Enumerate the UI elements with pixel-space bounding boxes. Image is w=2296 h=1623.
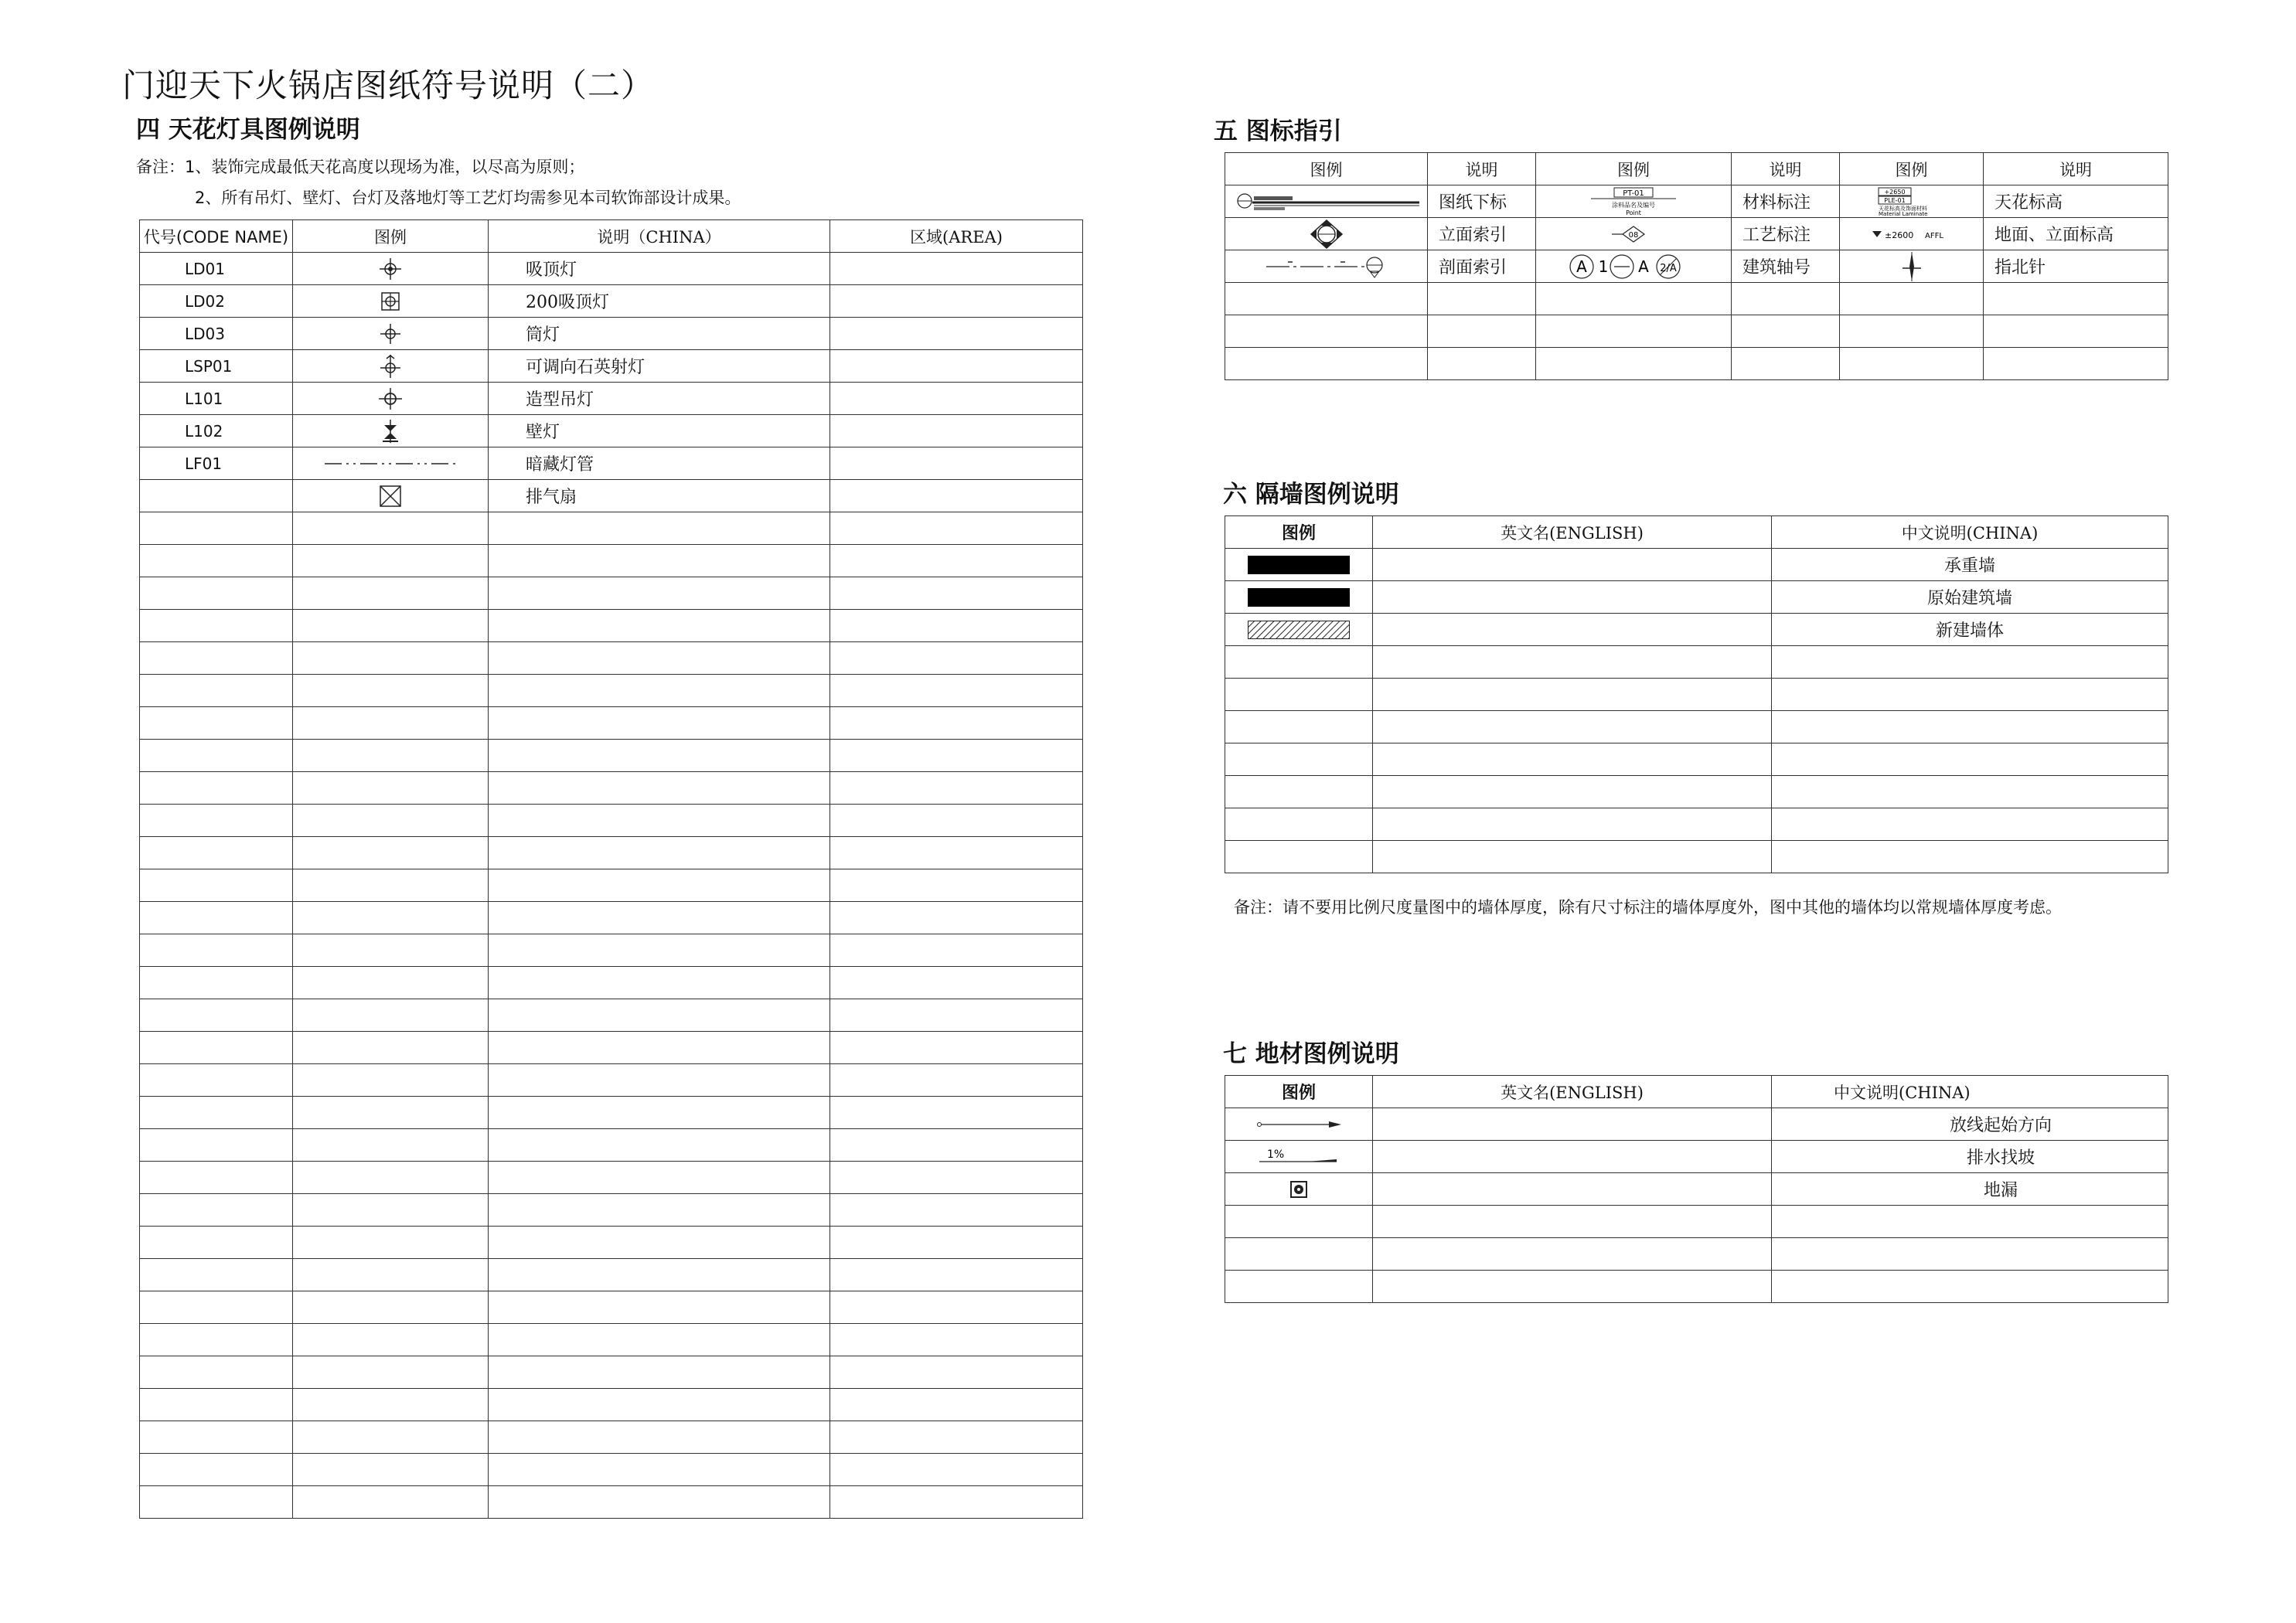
- guide-desc: 工艺标注: [1732, 218, 1840, 250]
- material-tag-icon: [1536, 185, 1731, 217]
- floor-drain-icon: [1225, 1173, 1372, 1205]
- row-area: [830, 447, 1083, 480]
- table-row: [140, 1227, 1083, 1259]
- table-row: [1225, 614, 2168, 646]
- square-ceiling-light-icon: [293, 285, 488, 317]
- legend-cell: [293, 285, 489, 318]
- table-row: [1225, 250, 2168, 283]
- english-cell: [1373, 1141, 1772, 1173]
- table-row: [140, 1259, 1083, 1291]
- header-desc: 说明: [1984, 153, 2168, 185]
- ceiling-sub-text: PLE-01: [1883, 196, 1906, 204]
- header-area: 区域(AREA): [830, 220, 1083, 253]
- header-code: 代号(CODE NAME): [140, 220, 293, 253]
- table-header-row: [140, 220, 1083, 253]
- row-area: [830, 318, 1083, 350]
- row-desc: 暗藏灯管: [489, 447, 830, 480]
- english-cell: [1373, 581, 1772, 614]
- table-row: [140, 740, 1083, 772]
- table-row: [1225, 776, 2168, 808]
- section6-title: 六 隔墙图例说明: [1223, 481, 1399, 509]
- floor-level-text: ±2600: [1884, 230, 1913, 240]
- table-row: [140, 1162, 1083, 1194]
- guide-desc: 立面索引: [1428, 218, 1536, 250]
- craft-code-text: 08: [1628, 230, 1639, 240]
- row-desc: 壁灯: [489, 415, 830, 447]
- slope-label: 1%: [1267, 1148, 1285, 1161]
- table-row: [140, 642, 1083, 675]
- table-row: [1225, 348, 2168, 380]
- header-legend: 图例: [1225, 1076, 1373, 1108]
- new-wall-hatch-swatch: [1248, 621, 1350, 639]
- section6-note: 备注：请不要用比例尺度量图中的墙体厚度，除有尺寸标注的墙体厚度外，图中其他的墙体均以常规墙体厚度考虑。: [1234, 898, 2062, 917]
- table-row: [140, 707, 1083, 740]
- guide-desc: 天花标高: [1984, 185, 2168, 218]
- material-line1-text: 涂料品名及编号: [1612, 201, 1655, 209]
- material-code-text: PT-01: [1623, 189, 1644, 198]
- ceiling-height-tag-icon: [1840, 185, 1983, 217]
- row-area: [830, 383, 1083, 415]
- legend-cell: [293, 447, 489, 480]
- lighting-legend-table: [139, 219, 1083, 1519]
- floor-level-icon: [1840, 218, 1983, 250]
- ceiling-code-text: +2650: [1883, 188, 1906, 196]
- table-row: [140, 1194, 1083, 1227]
- legend-cell: [293, 350, 489, 383]
- table-row: [140, 415, 1083, 447]
- header-legend: 图例: [1536, 153, 1732, 185]
- table-row: [140, 480, 1083, 512]
- row-code: LD02: [140, 285, 293, 318]
- table-row: [140, 1129, 1083, 1162]
- table-row: [1225, 1108, 2168, 1141]
- axis-1-text: 1: [1598, 257, 1609, 276]
- row-area: [830, 285, 1083, 318]
- table-row: [140, 512, 1083, 545]
- table-row: [140, 1454, 1083, 1486]
- section7-title: 七 地材图例说明: [1223, 1040, 1399, 1068]
- legend-cell: [1840, 185, 1984, 218]
- original-wall-swatch: [1248, 588, 1350, 607]
- table-row: [1225, 581, 2168, 614]
- english-cell: [1373, 1108, 1772, 1141]
- section4-note-2: 2、所有吊灯、壁灯、台灯及落地灯等工艺灯均需参见本司软饰部设计成果。: [195, 189, 741, 207]
- legend-cell: [1225, 1141, 1373, 1173]
- table-row: [140, 805, 1083, 837]
- material-line2-text: Point: [1626, 209, 1641, 216]
- exhaust-fan-icon: [293, 480, 488, 512]
- icon-guide-table: [1225, 152, 2168, 380]
- table-row: [140, 577, 1083, 610]
- axis-a2-text: A: [1638, 257, 1649, 276]
- layout-start-arrow-icon: [1225, 1108, 1372, 1140]
- table-row: [140, 447, 1083, 480]
- table-row: [1225, 646, 2168, 679]
- header-desc: 说明（CHINA）: [489, 220, 830, 253]
- chinese-desc: 放线起始方向: [1772, 1108, 2168, 1141]
- table-row: [140, 675, 1083, 707]
- pendant-light-icon: [293, 383, 488, 414]
- page-title: 门迎天下火锅店图纸符号说明（二）: [122, 66, 655, 104]
- row-area: [830, 253, 1083, 285]
- table-row: [140, 545, 1083, 577]
- english-cell: [1373, 614, 1772, 646]
- table-row: [140, 1064, 1083, 1097]
- table-row: [140, 869, 1083, 902]
- row-code: LD03: [140, 318, 293, 350]
- row-code: LSP01: [140, 350, 293, 383]
- partition-legend-table: [1225, 515, 2168, 873]
- guide-desc: 图纸下标: [1428, 185, 1536, 218]
- row-desc: 排气扇: [489, 480, 830, 512]
- ceiling-line2-text: Material Laminate: [1878, 210, 1927, 216]
- guide-desc: 剖面索引: [1428, 250, 1536, 283]
- guide-desc: 指北针: [1984, 250, 2168, 283]
- axis-number-icon: [1536, 250, 1731, 282]
- hidden-tube-light-icon: [293, 447, 488, 479]
- header-english: 英文名(ENGLISH): [1373, 1076, 1772, 1108]
- legend-cell: [1225, 250, 1428, 283]
- table-row: [140, 253, 1083, 285]
- row-desc: 造型吊灯: [489, 383, 830, 415]
- legend-cell: [1225, 1108, 1373, 1141]
- legend-cell: [1536, 218, 1732, 250]
- table-row: [1225, 711, 2168, 743]
- section-index-icon: [1225, 250, 1427, 282]
- legend-cell: [1536, 250, 1732, 283]
- table-row: [1225, 1271, 2168, 1303]
- table-row: [140, 350, 1083, 383]
- wall-light-icon: [293, 415, 488, 447]
- legend-cell: [1225, 549, 1373, 581]
- table-row: [1225, 841, 2168, 873]
- table-row: [1225, 679, 2168, 711]
- craft-tag-icon: [1536, 218, 1731, 250]
- row-code: LD01: [140, 253, 293, 285]
- table-row: [140, 772, 1083, 805]
- chinese-desc: 新建墙体: [1772, 614, 2168, 646]
- section4-note-1: 备注：1、装饰完成最低天花高度以现场为准，以尽高为原则；: [136, 158, 585, 176]
- chinese-desc: 原始建筑墙: [1772, 581, 2168, 614]
- table-row: [1225, 315, 2168, 348]
- table-row: [140, 318, 1083, 350]
- table-header-row: [1225, 153, 2168, 185]
- row-code: [140, 480, 293, 512]
- table-row: [140, 1486, 1083, 1519]
- table-row: [1225, 283, 2168, 315]
- chinese-desc: 承重墙: [1772, 549, 2168, 581]
- table-row: [140, 1097, 1083, 1129]
- north-arrow-icon: [1840, 250, 1983, 282]
- section4-title: 四 天花灯具图例说明: [136, 116, 360, 144]
- chinese-desc: 地漏: [1772, 1173, 2168, 1206]
- english-cell: [1373, 549, 1772, 581]
- legend-cell: [1225, 581, 1373, 614]
- header-legend: 图例: [293, 220, 489, 253]
- header-legend: 图例: [1840, 153, 1984, 185]
- table-header-row: [1225, 1076, 2168, 1108]
- table-row: [1225, 218, 2168, 250]
- legend-cell: [293, 318, 489, 350]
- guide-desc: 地面、立面标高: [1984, 218, 2168, 250]
- table-row: [1225, 1238, 2168, 1271]
- table-row: [1225, 743, 2168, 776]
- section5-title: 五 图标指引: [1214, 117, 1342, 145]
- legend-cell: [293, 480, 489, 512]
- table-row: [1225, 185, 2168, 218]
- elevation-index-icon: [1225, 218, 1427, 250]
- row-desc: 可调向石英射灯: [489, 350, 830, 383]
- table-row: [140, 610, 1083, 642]
- header-legend: 图例: [1225, 516, 1373, 549]
- table-row: [140, 1421, 1083, 1454]
- row-desc: 200吸顶灯: [489, 285, 830, 318]
- table-row: [1225, 1173, 2168, 1206]
- row-code: LF01: [140, 447, 293, 480]
- table-row: [1225, 808, 2168, 841]
- guide-desc: 材料标注: [1732, 185, 1840, 218]
- load-bearing-wall-swatch: [1248, 556, 1350, 574]
- table-row: [140, 285, 1083, 318]
- table-row: [1225, 1141, 2168, 1173]
- legend-cell: [1225, 614, 1373, 646]
- table-row: [140, 1324, 1083, 1356]
- legend-cell: [293, 383, 489, 415]
- header-chinese: 中文说明(CHINA): [1772, 516, 2168, 549]
- header-english: 英文名(ENGLISH): [1373, 516, 1772, 549]
- row-area: [830, 415, 1083, 447]
- ceiling-line1-text: 天花标高及饰面材料: [1878, 205, 1927, 212]
- table-row: [140, 999, 1083, 1032]
- row-code: L102: [140, 415, 293, 447]
- table-row: [140, 1291, 1083, 1324]
- guide-desc: 建筑轴号: [1732, 250, 1840, 283]
- table-row: [140, 967, 1083, 999]
- header-legend: 图例: [1225, 153, 1428, 185]
- legend-cell: [1225, 1173, 1373, 1206]
- table-row: [140, 1356, 1083, 1389]
- legend-cell: [1536, 185, 1732, 218]
- row-code: L101: [140, 383, 293, 415]
- table-row: [1225, 1206, 2168, 1238]
- table-row: [140, 383, 1083, 415]
- table-row: [140, 902, 1083, 934]
- legend-cell: [293, 415, 489, 447]
- legend-cell: [1225, 185, 1428, 218]
- table-row: [140, 934, 1083, 967]
- chinese-desc: 排水找坡: [1772, 1141, 2168, 1173]
- drawing-subtitle-icon: [1225, 185, 1427, 217]
- legend-cell: [293, 253, 489, 285]
- table-header-row: [1225, 516, 2168, 549]
- downlight-icon: [293, 318, 488, 349]
- row-area: [830, 480, 1083, 512]
- header-desc: 说明: [1732, 153, 1840, 185]
- axis-frac-text: 2/A: [1660, 262, 1677, 274]
- table-row: [140, 837, 1083, 869]
- header-desc: 说明: [1428, 153, 1536, 185]
- axis-a-text: A: [1576, 257, 1587, 276]
- flooring-legend-table: [1225, 1075, 2168, 1303]
- adjustable-spotlight-icon: [293, 350, 488, 382]
- row-desc: 吸顶灯: [489, 253, 830, 285]
- row-desc: 筒灯: [489, 318, 830, 350]
- english-cell: [1373, 1173, 1772, 1206]
- header-chinese: 中文说明(CHINA): [1772, 1076, 2168, 1108]
- table-row: [140, 1032, 1083, 1064]
- legend-cell: [1840, 218, 1984, 250]
- drainage-slope-icon: [1225, 1141, 1372, 1172]
- ceiling-light-icon: [293, 253, 488, 284]
- table-row: [140, 1389, 1083, 1421]
- legend-cell: [1840, 250, 1984, 283]
- floor-unit-text: AFFL: [1924, 231, 1943, 240]
- legend-cell: [1225, 218, 1428, 250]
- table-row: [1225, 549, 2168, 581]
- row-area: [830, 350, 1083, 383]
